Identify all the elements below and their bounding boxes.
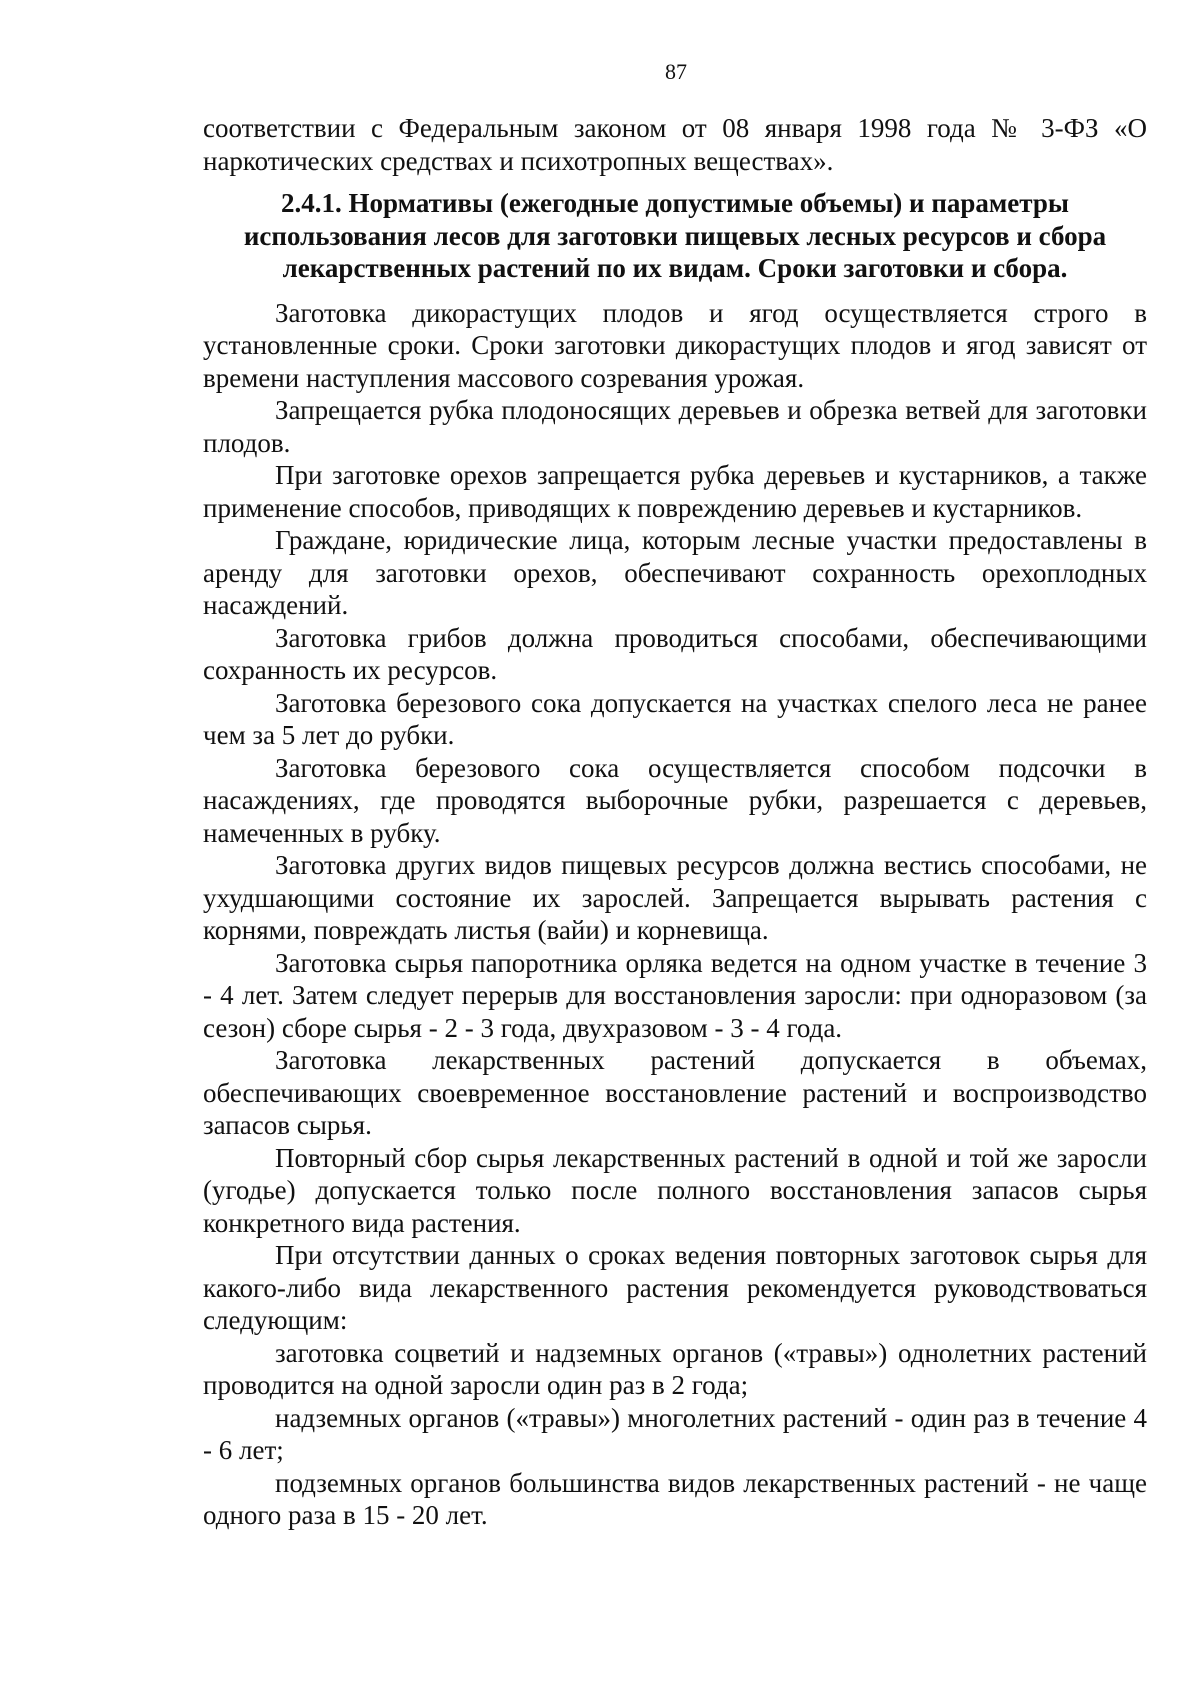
paragraph-mushrooms: Заготовка грибов должна проводиться способами, обеспечивающими сохранность их ресурсов. [203, 622, 1147, 685]
page-number: 87 [665, 59, 687, 84]
section-heading-line-2: использования лесов для заготовки пищевых лесных ресурсов и сбора [243, 220, 1107, 251]
section-heading-line-1: 2.4.1. Нормативы (ежегодные допустимые объемы) и параметры [281, 188, 1069, 218]
paragraph-nuts: При заготовке орехов запрещается рубка деревьев и кустарников, а также применение способов, приводящих к повреждению деревьев и кустарников. [203, 460, 1147, 523]
paragraph-bracken: Заготовка сырья папоротника орляка ведется на одном участке в течение 3 - 4 лет. Затем следует перерыв для восстановления заросли: при одноразовом (за сезон) сборе сырья - 2 - 3 года, двухразовом - 3 - 4 года. [203, 947, 1147, 1043]
paragraph-birch-sap-1: Заготовка березового сока допускается на участках спелого леса не ранее чем за 5 лет до рубки. [203, 687, 1147, 750]
paragraph-medicinal-volumes: Заготовка лекарственных растений допускается в объемах, обеспечивающих своевременное восстановление растений и воспроизводство запасов сырья. [203, 1045, 1147, 1140]
paragraph-birch-sap-2: Заготовка березового сока осуществляется способом подсочки в насаждениях, где проводятся выборочные рубки, разрешается с деревьев, намеченных в рубку. [203, 752, 1147, 848]
section-heading [203, 187, 1147, 285]
list-item: подземных органов большинства видов лекарственных растений - не чаще одного раза в 15 - 20 лет. [203, 1467, 1147, 1530]
list-item: заготовка соцветий и надземных органов («травы») однолетних растений проводится на одной заросли один раз в 2 года; [203, 1337, 1147, 1400]
paragraph-fruit-trees: Запрещается рубка плодоносящих деревьев и обрезка ветвей для заготовки плодов. [203, 395, 1147, 458]
paragraph-lease: Граждане, юридические лица, которым лесные участки предоставлены в аренду для заготовки орехов, обеспечивают сохранность орехоплодных насаждений. [203, 525, 1147, 620]
page-content [203, 112, 1147, 1532]
intro-paragraph: соответствии с Федеральным законом от 08 января 1998 года № 3-ФЗ «О наркотических средствах и психотропных веществах». [203, 113, 1147, 176]
paragraph-recommendations: При отсутствии данных о сроках ведения повторных заготовок сырья для какого-либо вида лекарственного растения рекомендуется руководствоваться следующим: [203, 1240, 1147, 1335]
paragraph-repeat-collection: Повторный сбор сырья лекарственных растений в одной и той же заросли (угодье) допускается только после полного восстановления запасов сырья конкретного вида растения. [203, 1142, 1147, 1238]
paragraph-other-resources: Заготовка других видов пищевых ресурсов должна вестись способами, не ухудшающими состояние их зарослей. Запрещается вырывать растения с корнями, повреждать листья (вайи) и корневища. [203, 850, 1147, 945]
list-item: надземных органов («травы») многолетних растений - один раз в течение 4 - 6 лет; [203, 1402, 1147, 1465]
section-heading-line-3: лекарственных растений по их видам. Сроки заготовки и сбора. [282, 253, 1068, 283]
paragraph-berries: Заготовка дикорастущих плодов и ягод осуществляется строго в установленные сроки. Сроки заготовки дикорастущих плодов и ягод зависят от времени наступления массового созревания урожая. [203, 297, 1147, 393]
